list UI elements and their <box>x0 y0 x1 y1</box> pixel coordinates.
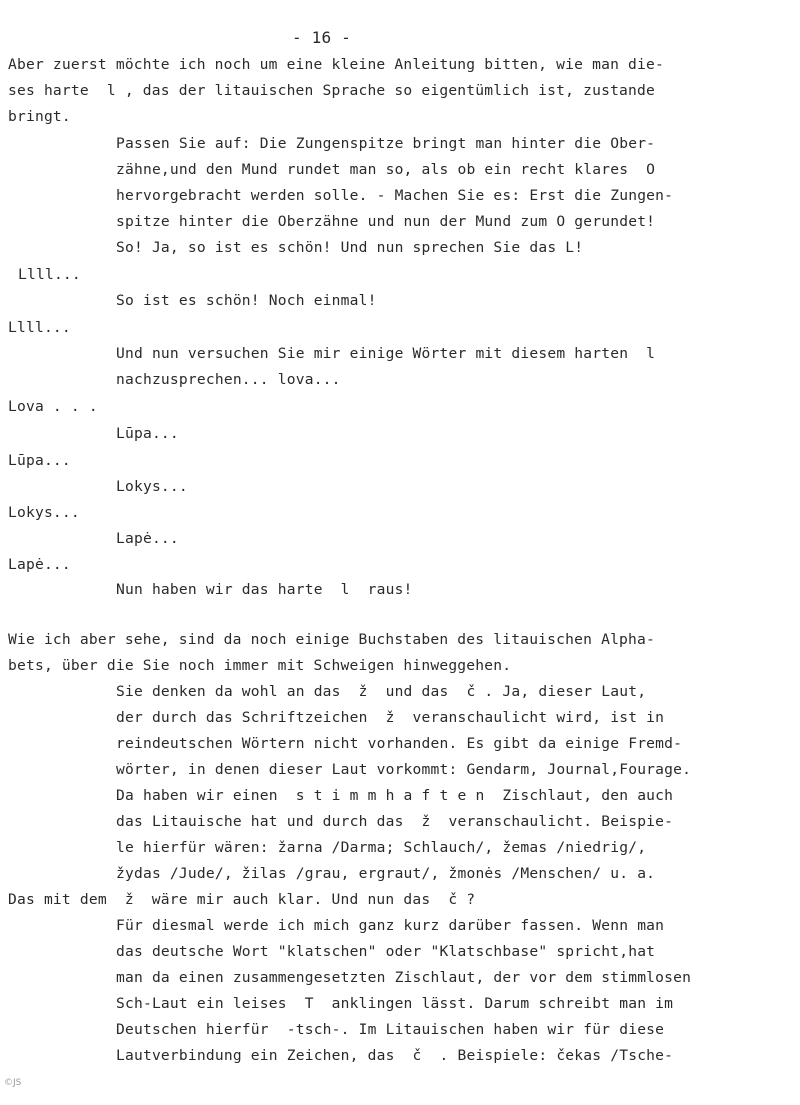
text-line: spitze hinter die Oberzähne und nun der Mund zum O gerundet! <box>116 213 656 230</box>
text-line: Da haben wir einen s t i m m h a f t e n Zischlaut, den auch <box>116 787 674 804</box>
text-line: Sch-Laut ein leises T anklingen lässt. Darum schreibt man im <box>116 995 674 1012</box>
text-line: nachzusprechen... lova... <box>116 371 341 388</box>
text-line: Llll... <box>8 319 71 336</box>
text-line: Aber zuerst möchte ich noch um eine kleine Anleitung bitten, wie man die- <box>8 56 664 73</box>
text-line: Lautverbindung ein Zeichen, das č . Beispiele: čekas /Tsche- <box>116 1047 674 1064</box>
text-line: bets, über die Sie noch immer mit Schweigen hinweggehen. <box>8 657 512 674</box>
text-line: Lūpa... <box>8 452 71 469</box>
text-line: bringt. <box>8 108 71 125</box>
text-line: So ist es schön! Noch einmal! <box>116 292 377 309</box>
text-line: der durch das Schriftzeichen ž veranschaulicht wird, ist in <box>116 709 665 726</box>
text-line: man da einen zusammengesetzten Zischlaut, der vor dem stimmlosen <box>116 969 692 986</box>
text-line: ses harte l , das der litauischen Sprache so eigentümlich ist, zustande <box>8 82 656 99</box>
text-line: wörter, in denen dieser Laut vorkommt: Gendarm, Journal,Fourage. <box>116 761 692 778</box>
text-line: Lapė... <box>116 530 179 547</box>
text-line: Lūpa... <box>116 425 179 442</box>
page-number: - 16 - <box>292 28 351 47</box>
text-line: Lova . . . <box>8 398 98 415</box>
text-line: Das mit dem ž wäre mir auch klar. Und nun das č ? <box>8 891 476 908</box>
text-line: Nun haben wir das harte l raus! <box>116 581 413 598</box>
text-line: das deutsche Wort "klatschen" oder "Klatschbase" spricht,hat <box>116 943 656 960</box>
text-line: das Litauische hat und durch das ž veranschaulicht. Beispie- <box>116 813 674 830</box>
text-line: Sie denken da wohl an das ž und das č . Ja, dieser Laut, <box>116 683 647 700</box>
text-line: hervorgebracht werden solle. - Machen Sie es: Erst die Zungen- <box>116 187 674 204</box>
text-line: žydas /Jude/, žilas /grau, ergraut/, žmonės /Menschen/ u. a. <box>116 865 656 882</box>
text-line: Und nun versuchen Sie mir einige Wörter mit diesem harten l <box>116 345 656 362</box>
text-line: zähne,und den Mund rundet man so, als ob ein recht klares O <box>116 161 656 178</box>
text-line: Für diesmal werde ich mich ganz kurz darüber fassen. Wenn man <box>116 917 665 934</box>
watermark: ©JS <box>4 1078 22 1088</box>
text-line: Deutschen hierfür -tsch-. Im Litauischen haben wir für diese <box>116 1021 665 1038</box>
text-line: Llll... <box>18 266 81 283</box>
text-line: Lokys... <box>8 504 80 521</box>
text-line: So! Ja, so ist es schön! Und nun sprechen Sie das L! <box>116 239 584 256</box>
text-line: reindeutschen Wörtern nicht vorhanden. Es gibt da einige Fremd- <box>116 735 683 752</box>
text-line: le hierfür wären: žarna /Darma; Schlauch/, žemas /niedrig/, <box>116 839 647 856</box>
text-line: Passen Sie auf: Die Zungenspitze bringt man hinter die Ober- <box>116 135 656 152</box>
text-line: Lokys... <box>116 478 188 495</box>
text-line: Wie ich aber sehe, sind da noch einige Buchstaben des litauischen Alpha- <box>8 631 656 648</box>
text-line: Lapė... <box>8 556 71 573</box>
